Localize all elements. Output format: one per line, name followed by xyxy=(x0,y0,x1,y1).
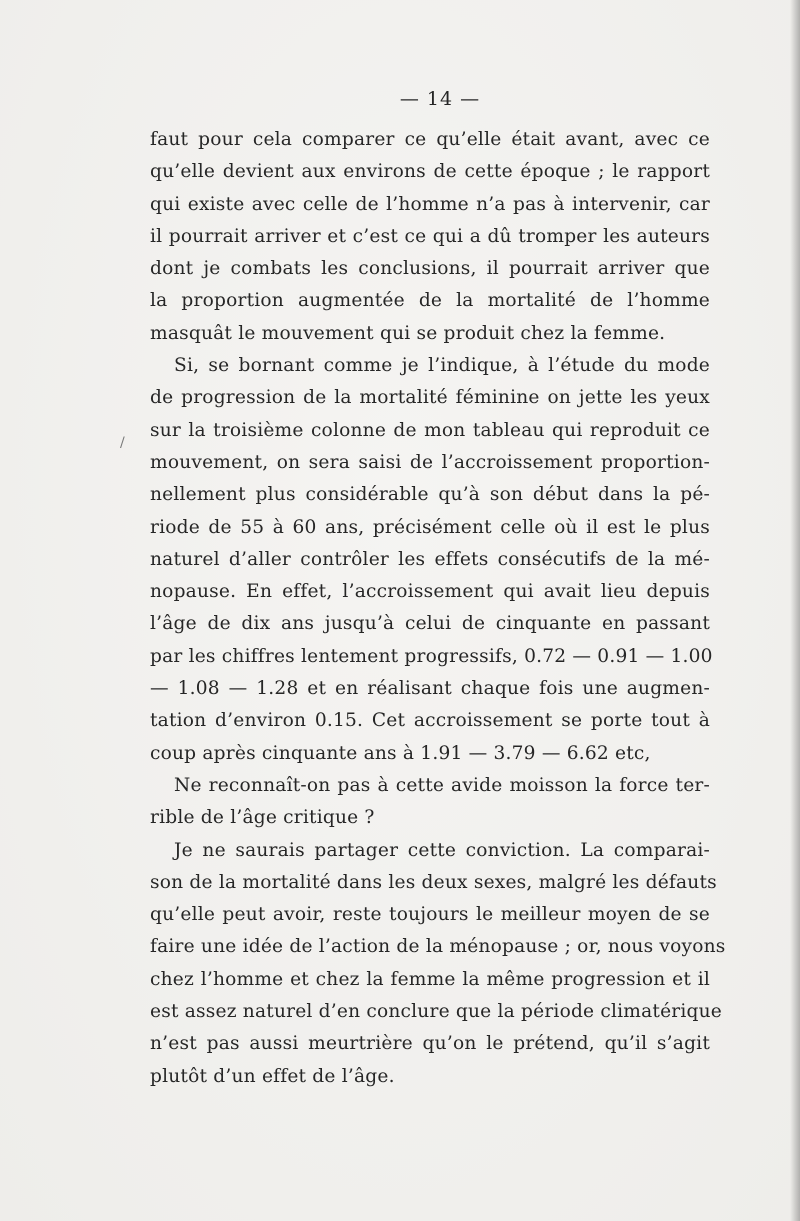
text-line: naturel d’aller contrôler les effets consécutifs de la mé- xyxy=(150,548,710,570)
text-line: Si, se bornant comme je l’indique, à l’étude du mode xyxy=(174,355,710,377)
body-text xyxy=(150,124,726,1093)
text-line: Ne reconnaît-on pas à cette avide moisson la force ter- xyxy=(174,774,710,796)
text-line: coup après cinquante ans à 1.91 — 3.79 — 6.62 etc, xyxy=(150,742,651,764)
text-line: il pourrait arriver et c’est ce qui a dû tromper les auteurs xyxy=(150,225,710,247)
text-line: mouvement, on sera saisi de l’accroissement proportion- xyxy=(150,451,710,473)
text-line: rible de l’âge critique ? xyxy=(150,807,375,829)
text-line: nellement plus considérable qu’à son début dans la pé- xyxy=(150,484,710,506)
text-line: qui existe avec celle de l’homme n’a pas à intervenir, car xyxy=(150,193,710,215)
text-line: dont je combats les conclusions, il pourrait arriver que xyxy=(150,258,710,280)
text-line: — 1.08 — 1.28 et en réalisant chaque fois une augmen- xyxy=(150,678,710,700)
text-line: sur la troisième colonne de mon tableau qui reproduit ce xyxy=(150,419,710,441)
text-line: plutôt d’un effet de l’âge. xyxy=(150,1065,395,1087)
text-line: la proportion augmentée de la mortalité de l’homme xyxy=(150,290,710,312)
text-line: qu’elle peut avoir, reste toujours le meilleur moyen de se xyxy=(150,904,710,926)
text-line: faut pour cela comparer ce qu’elle était avant, avec ce xyxy=(150,129,710,150)
text-line: son de la mortalité dans les deux sexes, malgré les défauts xyxy=(150,871,717,893)
page-number: — 14 — xyxy=(399,88,481,110)
margin-mark: / xyxy=(120,435,125,451)
page-edge-shadow xyxy=(790,0,800,1221)
text-line: riode de 55 à 60 ans, précisément celle où il est le plus xyxy=(150,516,710,538)
text-line: masquât le mouvement qui se produit chez la femme. xyxy=(150,322,666,344)
text-line: chez l’homme et chez la femme la même progression et il xyxy=(150,968,710,990)
text-line: faire une idée de l’action de la ménopause ; or, nous voyons xyxy=(150,936,726,958)
text-line: tation d’environ 0.15. Cet accroissement se porte tout à xyxy=(150,710,710,732)
text-line: par les chiffres lentement progressifs, 0.72 — 0.91 — 1.00 xyxy=(150,645,713,667)
text-line: qu’elle devient aux environs de cette époque ; le rapport xyxy=(150,161,710,183)
text-line: nopause. En effet, l’accroissement qui avait lieu depuis xyxy=(150,581,710,603)
text-line: Je ne saurais partager cette conviction. La comparai- xyxy=(174,839,710,861)
text-line: de progression de la mortalité féminine on jette les yeux xyxy=(150,387,710,409)
text-line: l’âge de dix ans jusqu’à celui de cinquante en passant xyxy=(150,613,710,635)
text-line: est assez naturel d’en conclure que la période climatérique xyxy=(150,1001,722,1023)
text-line: n’est pas aussi meurtrière qu’on le prétend, qu’il s’agit xyxy=(150,1033,710,1055)
